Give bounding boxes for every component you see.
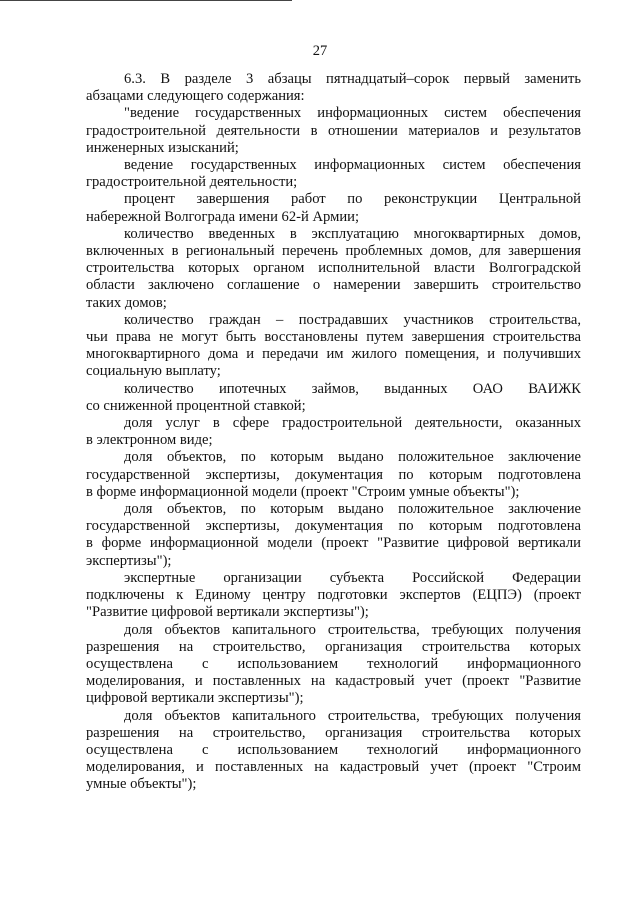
text-line: цифровой вертикали экспертизы");	[86, 690, 304, 707]
paragraph	[86, 157, 581, 191]
text-line: "ведение государственных информационных систем обеспечения	[124, 105, 581, 122]
text-line: чьи права не могут быть восстановлены путем завершения строительства	[86, 329, 581, 346]
paragraph	[86, 71, 581, 105]
paragraph	[86, 381, 581, 415]
paragraph	[86, 312, 581, 381]
text-line: осуществлена с использованием технологий информационного	[86, 741, 581, 758]
text-line: количество граждан – пострадавших участников строительства,	[124, 311, 581, 328]
text-line: государственной экспертизы, документация по которым подготовлена	[86, 518, 581, 535]
text-line: разрешения на строительство, организация строительства которых	[86, 638, 581, 655]
text-line: социальную выплату;	[86, 363, 221, 380]
text-line: "Развитие цифровой вертикали экспертизы");	[86, 604, 369, 621]
text-line: государственной экспертизы, документация по которым подготовлена	[86, 466, 581, 483]
paragraph	[86, 226, 581, 312]
text-line: градостроительной деятельности;	[86, 174, 298, 191]
text-line: доля услуг в сфере градостроительной деятельности, оказанных	[124, 415, 581, 432]
text-line: количество ипотечных займов, выданных ОАО ВАИЖК	[124, 380, 581, 397]
text-line: умные объекты");	[86, 776, 197, 793]
paragraph	[86, 570, 581, 622]
text-line: разрешения на строительство, организация строительства которых	[86, 724, 581, 741]
paragraph	[86, 708, 581, 794]
text-line: абзацами следующего содержания:	[86, 88, 305, 105]
text-line: в электронном виде;	[86, 432, 213, 449]
text-line: процент завершения работ по реконструкции Центральной	[124, 191, 581, 208]
paragraph	[86, 415, 581, 449]
document-body	[86, 71, 581, 794]
text-line: доля объектов, по которым выдано положительное заключение	[124, 449, 581, 466]
paragraph	[86, 501, 581, 570]
text-line: подключены к Единому центру подготовки экспертов (ЕЦПЭ) (проект	[86, 587, 581, 604]
text-line: области заключено соглашение о намерении завершить строительство	[86, 277, 581, 294]
text-line: моделирования, и поставленных на кадастровый учет (проект "Развитие	[86, 673, 581, 690]
text-line: строительства которых органом исполнительной власти Волгоградской	[86, 260, 581, 277]
text-line: количество введенных в эксплуатацию многоквартирных домов,	[124, 225, 581, 242]
text-line: доля объектов, по которым выдано положительное заключение	[124, 501, 581, 518]
text-line: многоквартирного дома и передачи им жилого помещения, и получивших	[86, 346, 581, 363]
text-line: доля объектов капитального строительства, требующих получения	[124, 707, 581, 724]
paragraph	[86, 449, 581, 501]
paragraph	[86, 105, 581, 157]
text-line: доля объектов капитального строительства, требующих получения	[124, 621, 581, 638]
text-line: таких домов;	[86, 294, 167, 311]
text-line: осуществлена с использованием технологий информационного	[86, 655, 581, 672]
text-line: 6.3. В разделе 3 абзацы пятнадцатый–сорок первый заменить	[124, 71, 581, 87]
text-line: экспертизы");	[86, 552, 172, 569]
text-line: включенных в региональный перечень проблемных домов, для завершения	[86, 243, 581, 260]
text-line: моделирования, и поставленных на кадастровый учет (проект "Строим	[86, 759, 581, 776]
text-line: в форме информационной модели (проект "Строим умные объекты");	[86, 483, 520, 500]
paragraph	[86, 622, 581, 708]
text-line: ведение государственных информационных систем обеспечения	[124, 157, 581, 174]
text-line: экспертные организации субъекта Российской Федерации	[124, 569, 581, 586]
header-rule	[0, 0, 292, 1]
text-line: со сниженной процентной ставкой;	[86, 397, 306, 414]
text-line: инженерных изысканий;	[86, 139, 239, 156]
text-line: градостроительной деятельности в отношении материалов и результатов	[86, 122, 581, 139]
text-line: набережной Волгограда имени 62-й Армии;	[86, 208, 359, 225]
paragraph	[86, 191, 581, 225]
page-number: 27	[312, 43, 328, 59]
text-line: в форме информационной модели (проект "Развитие цифровой вертикали	[86, 535, 581, 552]
